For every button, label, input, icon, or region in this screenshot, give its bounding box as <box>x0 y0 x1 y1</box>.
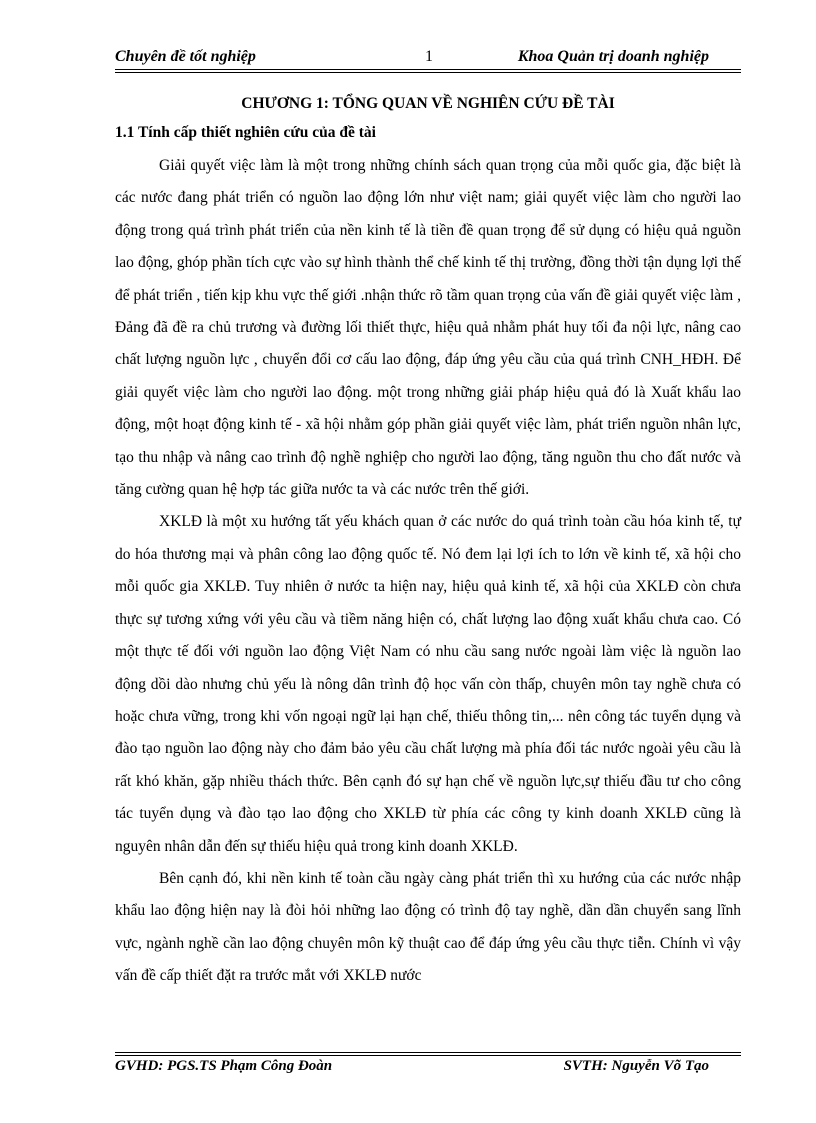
header-rule <box>115 69 741 70</box>
page-number: 1 <box>425 48 433 65</box>
header-faculty: Khoa Quản trị doanh nghiệp <box>517 48 709 65</box>
page-footer <box>115 1058 741 1080</box>
body-text <box>115 150 741 993</box>
footer-student: SVTH: Nguyễn Võ Tạo <box>563 1058 709 1074</box>
header-document-type: Chuyên đề tốt nghiệp <box>115 48 256 65</box>
header-rule-thin <box>115 72 741 73</box>
footer-rule-thin <box>115 1052 741 1053</box>
footer-rule <box>115 1055 741 1056</box>
paragraph: Bên cạnh đó, khi nền kinh tế toàn cầu ngày càng phát triển thì xu hướng của các nước nhập khẩu lao động hiện nay là đòi hỏi những lao động có trình độ tay nghề, dần dần chuyển sang lĩnh vực, ngành nghề cần lao động chuyên môn kỹ thuật cao để đáp ứng yêu cầu thực tiễn. Chính vì vậy vấn đề cấp thiết đặt ra trước mắt với XKLĐ nước <box>115 869 741 985</box>
page-header <box>115 48 741 70</box>
paragraph: XKLĐ là một xu hướng tất yếu khách quan ở các nước do quá trình toàn cầu hóa kinh tế, tự do hóa thương mại và phân công lao động quốc tế. Nó đem lại lợi ích to lớn về kinh tế, xã hội cho mỗi quốc gia XKLĐ. Tuy nhiên ở nước ta hiện nay, hiệu quả kinh tế, xã hội của XKLĐ còn chưa thực sự tương xứng với yêu cầu và tiềm năng hiện có, chất lượng lao động xuất khẩu chưa cao. Có một thực tế đối với nguồn lao động Việt Nam có nhu cầu sang nước ngoài làm việc là nguồn lao động dồi dào nhưng chủ yếu là nông dân trình độ học vấn còn thấp, chuyên môn tay nghề chưa có hoặc chưa vững, trong khi vốn ngoại ngữ lại hạn chế, thiếu thông tin,... nên công tác tuyển dụng và đào tạo nguồn lao động này cho đảm bảo yêu cầu chất lượng mà phía đối tác nước ngoài yêu cầu là rất khó khăn, gặp nhiều thách thức. Bên cạnh đó sự hạn chế về nguồn lực,sự thiếu đầu tư cho công tác tuyển dụng và đào tạo lao động cho XKLĐ từ phía các công ty kinh doanh XKLĐ cũng là nguyên nhân dẫn đến sự thiếu hiệu quả trong kinh doanh XKLĐ. <box>115 513 741 855</box>
footer-supervisor: GVHD: PGS.TS Phạm Công Đoàn <box>115 1058 333 1074</box>
chapter-title: CHƯƠNG 1: TỔNG QUAN VỀ NGHIÊN CỨU ĐỀ TÀI <box>241 95 615 112</box>
paragraph: Giải quyết việc làm là một trong những chính sách quan trọng của mỗi quốc gia, đặc biệt là các nước đang phát triển có nguồn lao động lớn như việt nam; giải quyết việc làm cho người lao động trong quá trình phát triển của nền kinh tế là tiền đề quan trọng để sử dụng có hiệu quả nguồn lao động, ghóp phần tích cực vào sự hình thành thể chế kinh tế thị trường, đồng thời tận dụng lợi thế để phát triển , tiến kịp khu vực thế giới .nhận thức rõ tầm quan trọng của vấn đề giải quyết việc làm , Đảng đã đề ra chủ trương và đường lối thiết thực, hiệu quả nhằm phát huy tối đa nội lực, nâng cao chất lượng nguồn lực , chuyển đổi cơ cấu lao động, đáp ứng yêu cầu của quá trình CNH_HĐH. Để giải quyết việc làm cho người lao động. một trong những giải pháp hiệu quả đó là Xuất khẩu lao động, một hoạt động kinh tế - xã hội nhằm góp phần giải quyết việc làm, phát triển nguồn nhân lực, tạo thu nhập và nâng cao trình độ nghề nghiệp cho người lao động, tăng nguồn thu cho đất nước và tăng cường quan hệ hợp tác giữa nước ta và các nước trên thế giới. <box>115 157 741 499</box>
section-title: 1.1 Tính cấp thiết nghiên cứu của đề tài <box>115 124 376 141</box>
